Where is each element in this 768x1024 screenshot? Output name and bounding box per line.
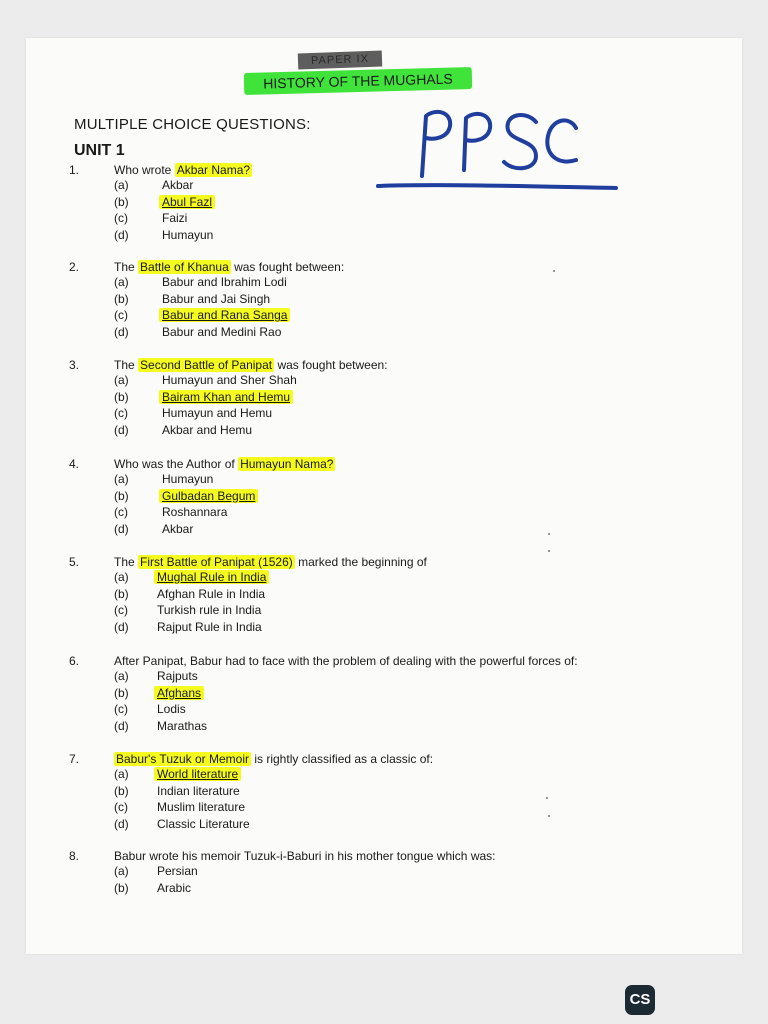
question-stem [114, 358, 388, 372]
ppsc-handwriting [412, 104, 582, 180]
option-letter: (b) [114, 783, 129, 798]
question-text: Who was the Author of [114, 457, 239, 471]
correct-answer-text: World literature [154, 767, 241, 781]
question-text: was fought between: [230, 260, 345, 274]
question-text: The [114, 358, 139, 372]
option-letter: (c) [114, 406, 128, 421]
highlighted-keyword: First Battle of Panipat (1526) [140, 555, 293, 569]
speck [548, 533, 550, 535]
question-number: 2. [69, 260, 80, 274]
option-letter: (d) [114, 816, 129, 831]
option-text: Humayun and Hemu [162, 406, 273, 421]
option-text: Humayun and Sher Shah [162, 373, 297, 387]
option-letter: (b) [114, 685, 129, 700]
question-stem [114, 849, 496, 863]
option-text: Arabic [157, 880, 192, 895]
question-number: 6. [69, 654, 80, 668]
option-text: Marathas [157, 718, 208, 733]
option-text: Roshannara [162, 505, 228, 520]
option-text: Muslim literature [157, 800, 246, 815]
option-letter: (c) [114, 505, 128, 520]
question-text: The [114, 260, 139, 274]
option-letter: (a) [114, 178, 129, 192]
question-text: marked the beginning of [294, 555, 427, 569]
section-heading: MULTIPLE CHOICE QUESTIONS: [74, 116, 311, 133]
question-number: 4. [69, 457, 80, 471]
correct-answer-text: Afghans [154, 686, 204, 700]
option-text: Humayun [162, 472, 214, 486]
handwritten-underline [374, 180, 620, 194]
option-letter: (d) [114, 718, 129, 733]
speck [548, 550, 550, 552]
speck [548, 815, 550, 817]
highlighted-keyword: Akbar Nama? [176, 163, 251, 177]
option-letter: (a) [114, 767, 129, 781]
correct-answer-text: Abul Fazl [159, 195, 215, 209]
option-letter: (b) [114, 880, 129, 895]
option-letter: (b) [114, 194, 129, 209]
highlighted-keyword: Second Battle of Panipat [140, 358, 273, 372]
option-letter: (d) [114, 227, 129, 242]
question-text: was fought between: [274, 358, 388, 372]
option-letter: (a) [114, 472, 129, 486]
option-text: Classic Literature [157, 816, 250, 831]
option-letter: (b) [114, 488, 129, 503]
question-stem [114, 457, 335, 471]
question-text: Who wrote [114, 163, 175, 177]
option-letter: (d) [114, 619, 129, 634]
option-text: Humayun [162, 227, 214, 242]
option-text: Akbar and Hemu [162, 422, 253, 437]
option-text: Akbar [162, 521, 194, 536]
unit-heading: UNIT 1 [74, 142, 125, 159]
highlighted-keyword: Battle of Khanua [140, 260, 229, 274]
option-letter: (a) [114, 373, 129, 387]
correct-answer-text: Babur and Rana Sanga [159, 308, 290, 322]
option-letter: (b) [114, 389, 129, 404]
option-letter: (c) [114, 603, 128, 618]
question-number: 1. [69, 163, 80, 177]
question-stem [114, 260, 344, 274]
option-text: Babur and Medini Rao [162, 324, 282, 339]
option-text: Babur and Jai Singh [162, 291, 271, 306]
correct-answer-text: Mughal Rule in India [154, 570, 269, 584]
option-letter: (c) [114, 308, 128, 323]
question-number: 7. [69, 752, 80, 766]
question-stem [114, 654, 578, 668]
option-text: Afghan Rule in India [157, 586, 266, 601]
option-letter: (d) [114, 521, 129, 536]
question-text: is rightly classified as a classic of: [251, 752, 434, 766]
highlighted-keyword: Humayun Nama? [240, 457, 334, 471]
speck [546, 797, 548, 799]
highlighted-keyword: Babur's Tuzuk or Memoir [116, 752, 250, 766]
option-letter: (b) [114, 586, 129, 601]
option-text: Rajput Rule in India [157, 619, 262, 634]
question-stem [114, 752, 433, 766]
option-text: Akbar [162, 178, 194, 192]
speck [553, 270, 555, 272]
option-letter: (a) [114, 669, 129, 683]
option-letter: (c) [114, 702, 128, 717]
option-letter: (a) [114, 570, 129, 584]
option-letter: (a) [114, 275, 129, 289]
option-text: Faizi [162, 211, 188, 226]
question-stem [114, 555, 427, 569]
option-letter: (d) [114, 324, 129, 339]
paper-label: PAPER IX [298, 51, 383, 70]
scanner-logo: CS [625, 985, 655, 1015]
question-number: 5. [69, 555, 80, 569]
question-text: Babur wrote his memoir Tuzuk-i-Baburi in his mother tongue which was: [114, 849, 496, 863]
option-text: Turkish rule in India [157, 603, 262, 618]
option-text: Persian [157, 864, 198, 878]
option-letter: (b) [114, 291, 129, 306]
question-number: 8. [69, 849, 80, 863]
question-stem [114, 163, 252, 177]
question-number: 3. [69, 358, 80, 372]
option-text: Rajputs [157, 669, 198, 683]
question-text: After Panipat, Babur had to face with the problem of dealing with the powerful forces of: [114, 654, 578, 668]
option-letter: (c) [114, 800, 128, 815]
document-title: HISTORY OF THE MUGHALS [244, 67, 472, 95]
correct-answer-text: Bairam Khan and Hemu [159, 390, 293, 404]
option-text: Babur and Ibrahim Lodi [162, 275, 287, 289]
question-text: The [114, 555, 139, 569]
option-text: Indian literature [157, 783, 240, 798]
option-letter: (c) [114, 211, 128, 226]
option-text: Lodis [157, 702, 186, 717]
option-letter: (d) [114, 422, 129, 437]
option-letter: (a) [114, 864, 129, 878]
correct-answer-text: Gulbadan Begum [159, 489, 258, 503]
